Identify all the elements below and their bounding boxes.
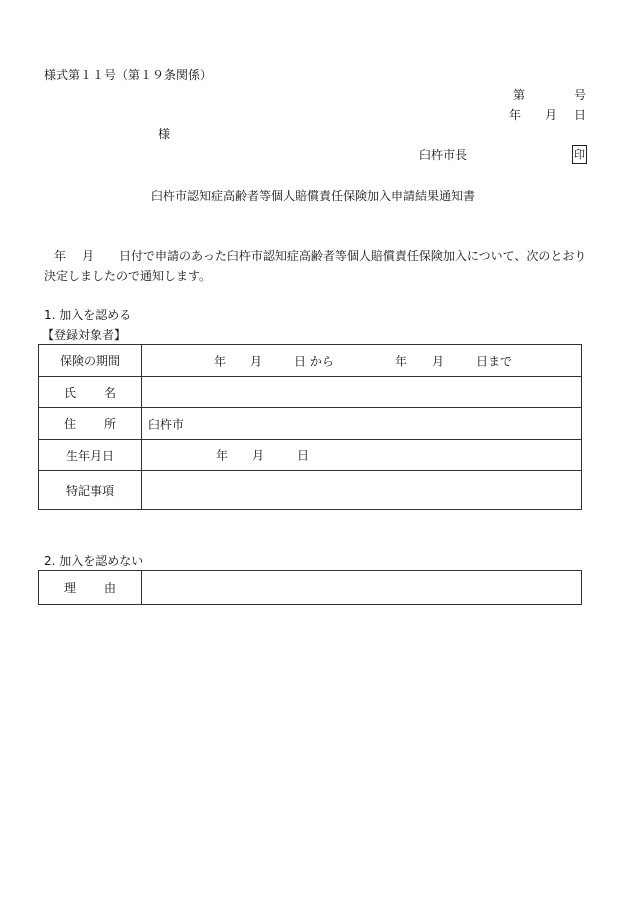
birthdate-value[interactable]: 年 月 日 (142, 440, 582, 471)
section1-subheading: 【登録対象者】 (42, 328, 127, 342)
period-label: 保険の期間 (39, 345, 142, 377)
table-row (39, 345, 582, 377)
name-value[interactable] (142, 377, 582, 408)
birthdate-label: 生年月日 (39, 440, 142, 471)
notes-label: 特記事項 (39, 471, 142, 510)
doc-number-dai: 第 (513, 88, 526, 102)
body-month: 月 (82, 249, 95, 263)
doc-number-go: 号 (574, 88, 587, 102)
issuer-name: 臼杵市長 (419, 148, 468, 162)
table-row (39, 377, 582, 408)
address-label: 住 所 (39, 408, 142, 440)
table-row (39, 571, 582, 605)
seal-mark: 印 (572, 145, 587, 164)
table-row (39, 408, 582, 440)
addressee-suffix: 様 (158, 127, 171, 141)
date-day: 日 (574, 108, 587, 122)
name-label: 氏 名 (39, 377, 142, 408)
address-value[interactable]: 臼杵市 (142, 408, 582, 440)
body-line1: 日付で申請のあった臼杵市認知症高齢者等個人賠償責任保険加入について、次のとおり (119, 249, 587, 263)
section1-heading: 1. 加入を認める (44, 308, 132, 322)
table-row (39, 440, 582, 471)
rejection-table (38, 570, 582, 605)
body-line2: 決定しましたので通知します。 (44, 269, 212, 283)
section2-heading: 2. 加入を認めない (44, 554, 144, 568)
period-value[interactable]: 年 月 日 から 年 月 日まで (142, 345, 582, 377)
notes-value[interactable] (142, 471, 582, 510)
table-row (39, 471, 582, 510)
form-number: 様式第１１号（第１９条関係） (44, 68, 213, 82)
body-year: 年 (54, 249, 67, 263)
reason-value[interactable] (142, 571, 582, 605)
reason-label: 理 由 (39, 571, 142, 605)
registrant-table (38, 344, 582, 510)
date-month: 月 (545, 108, 558, 122)
document-title: 臼杵市認知症高齢者等個人賠償責任保険加入申請結果通知書 (151, 189, 476, 203)
date-year: 年 (509, 108, 522, 122)
